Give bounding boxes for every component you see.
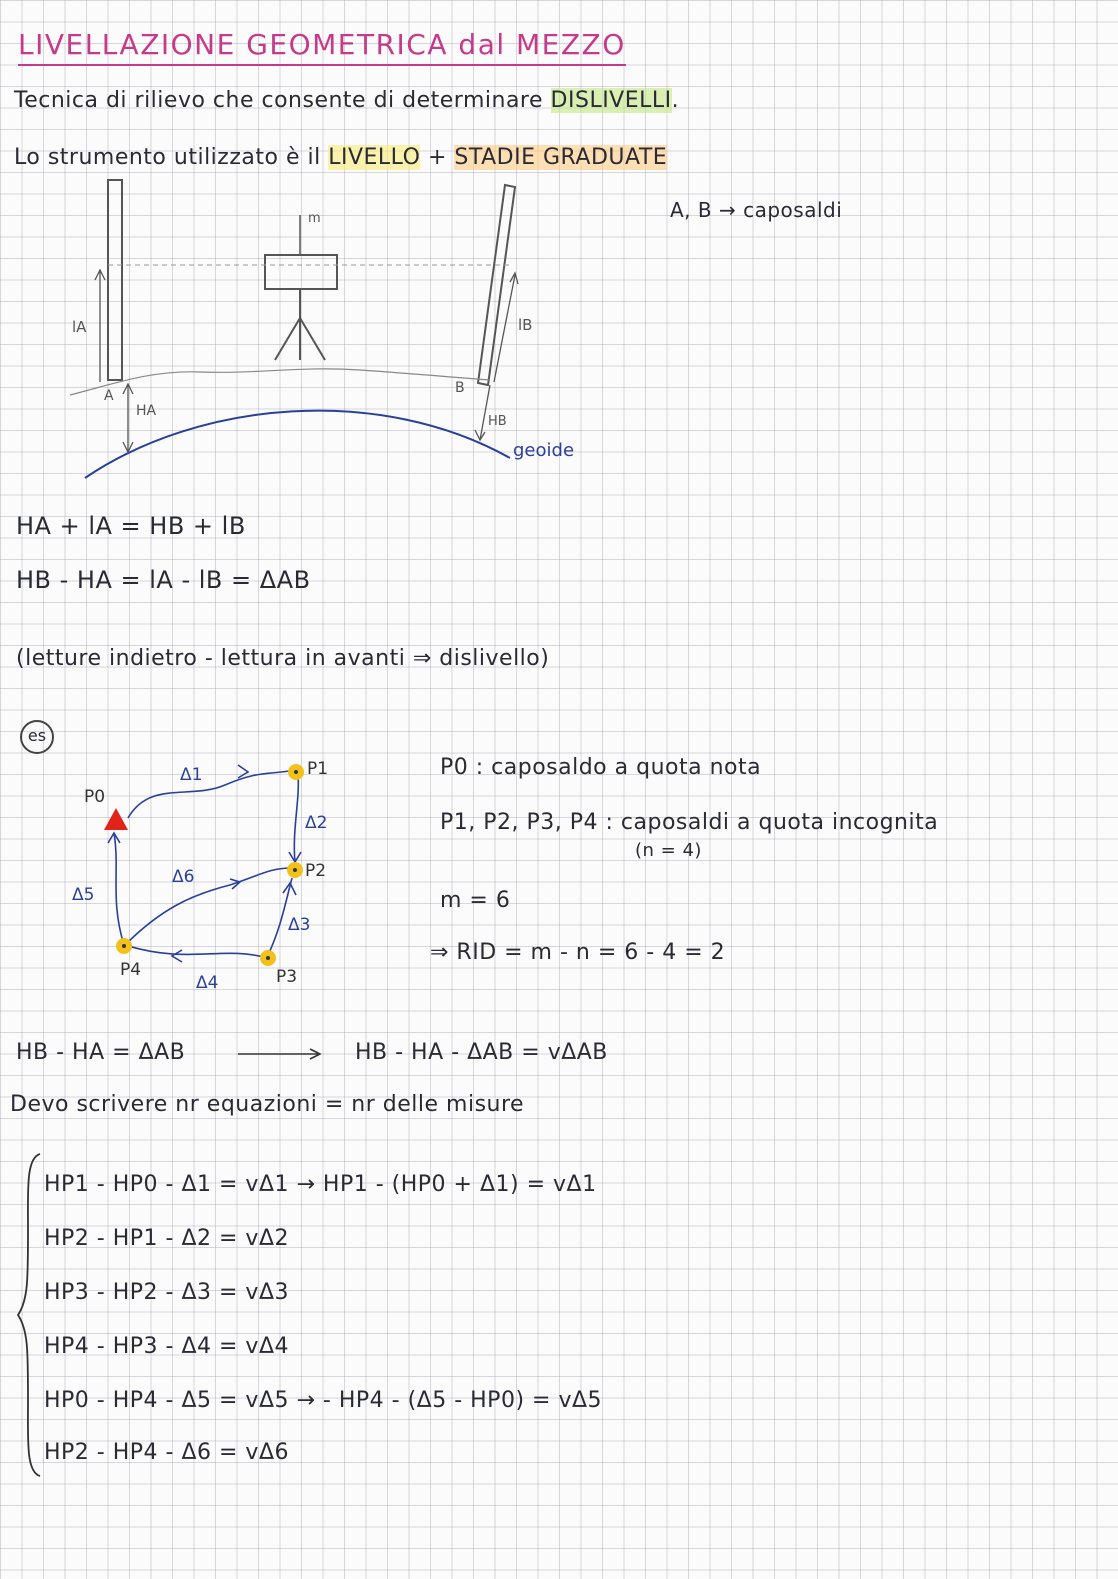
label-geoide: geoide (513, 440, 575, 461)
system-eq-5: HP0 - HP4 - Δ5 = vΔ5 → - HP4 - (Δ5 - HP0) = vΔ5 (44, 1388, 603, 1413)
label-ha: HA (136, 403, 157, 419)
network-diagram (0, 740, 440, 1000)
label-p0: P0 (84, 787, 106, 807)
system-eq-3: HP3 - HP2 - Δ3 = vΔ3 (44, 1280, 289, 1305)
edge-d1 (128, 770, 295, 818)
intro-plus-sign: + (427, 145, 447, 170)
intro-line-2-text: Lo strumento utilizzato è il (14, 145, 321, 170)
label-a: A (104, 388, 114, 404)
system-brace (14, 1150, 44, 1480)
label-d1: Δ1 (180, 765, 203, 785)
intro-keyword-stadie: STADIE GRADUATE (454, 145, 668, 170)
intro-line-2 (14, 145, 667, 170)
edge-d6 (125, 868, 292, 945)
label-p1: P1 (307, 759, 329, 779)
edge-d5 (114, 833, 124, 945)
staff-b (478, 185, 515, 385)
label-d6: Δ6 (172, 867, 195, 887)
example-note-3: (n = 4) (635, 840, 702, 861)
label-p4: P4 (120, 960, 142, 980)
label-p2: P2 (305, 861, 327, 881)
staff-a (108, 180, 122, 380)
long-arrow (238, 1044, 328, 1064)
geoid-curve (85, 411, 510, 478)
system-eq-1: HP1 - HP0 - Δ1 = vΔ1 → HP1 - (HP0 + Δ1) = vΔ1 (44, 1172, 597, 1197)
level-instrument (265, 255, 337, 289)
example-note-2: P1, P2, P3, P4 : caposaldi a quota incognita (440, 810, 939, 835)
equation-1: HA + lA = HB + lB (16, 512, 246, 540)
equation-note: (letture indietro - lettura in avanti ⇒ dislivello) (16, 646, 550, 671)
equation-2: HB - HA = lA - lB = ΔAB (16, 566, 311, 594)
label-d4: Δ4 (196, 973, 219, 993)
intro-line-1 (14, 88, 679, 113)
caposaldi-note: A, B → caposaldi (670, 198, 843, 222)
intro-line-1-end: . (671, 88, 680, 113)
leveling-diagram (0, 170, 1118, 490)
vertical-m-label: m (308, 211, 321, 226)
intro-keyword-dislivelli: DISLIVELLI (550, 88, 672, 113)
example-note-1: P0 : caposaldo a quota nota (440, 755, 762, 780)
example-label: es (27, 726, 47, 745)
intro-line-1-text: Tecnica di rilievo che consente di determinare (14, 88, 544, 113)
label-lb: lB (518, 316, 533, 334)
example-note-5: ⇒ RID = m - n = 6 - 4 = 2 (430, 940, 726, 965)
equation-3a: HB - HA = ΔAB (16, 1040, 186, 1065)
equation-4: Devo scrivere nr equazioni = nr delle misure (10, 1092, 525, 1117)
ground-line (70, 369, 490, 395)
edge-d4 (125, 945, 268, 958)
label-d3: Δ3 (288, 915, 311, 935)
label-hb: HB (488, 414, 507, 429)
point-p0-marker (104, 808, 128, 830)
system-eq-6: HP2 - HP4 - Δ6 = vΔ6 (44, 1440, 289, 1465)
system-eq-4: HP4 - HP3 - Δ4 = vΔ4 (44, 1334, 289, 1359)
example-note-4: m = 6 (440, 888, 511, 913)
label-b: B (455, 380, 465, 396)
label-p3: P3 (276, 967, 298, 987)
system-eq-2: HP2 - HP1 - Δ2 = vΔ2 (44, 1226, 289, 1251)
equation-3b: HB - HA - ΔAB = vΔAB (355, 1040, 608, 1065)
intro-keyword-livello: LIVELLO (328, 145, 421, 170)
edge-d2 (294, 775, 298, 862)
page-title: LIVELLAZIONE GEOMETRICA dal MEZZO (18, 28, 626, 66)
label-d5: Δ5 (72, 885, 95, 905)
label-d2: Δ2 (305, 813, 328, 833)
label-la: lA (72, 318, 87, 336)
